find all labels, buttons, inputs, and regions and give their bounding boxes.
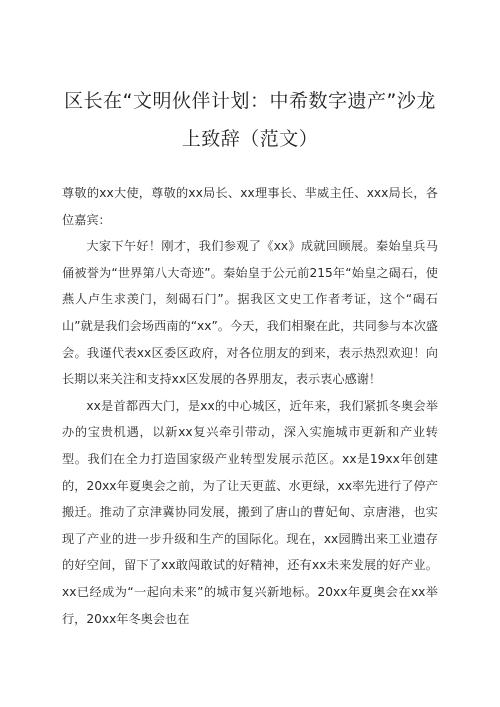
document-body <box>62 180 438 632</box>
document-title-line-1: 区长在“文明伙伴计划：中希数字遗产”沙龙 <box>64 90 436 112</box>
document-title-line-2: 上致辞（范文） <box>181 128 319 150</box>
salutation-paragraph: 尊敬的xx大使，尊敬的xx局长、xx理事长、芈威主任、xxx局长，各位嘉宾： <box>62 186 438 227</box>
body-paragraph-2: xx是首都西大门，是xx的中心城区，近年来，我们紧抓冬奥会举办的宝贵机遇，以新xx复兴牵引带动，深入实施城市更新和产业转型。我们在全力打造国家级产业转型发展示范区。xx是19xx年创建的，20xx年夏奥会之前，为了让天更蓝、水更绿，xx率先进行了停产搬迁。推动了京津冀协同发展，搬到了唐山的曹妃甸、京唐港，也实现了产业的进一步升级和生产的国际化。现在，xx园腾出来工业遗存的好空间，留下了xx敢闯敢试的好精神，还有xx未来发展的好产业。xx已经成为“一起向未来”的城市复兴新地标。20xx年夏奥会在xx举行，20xx年冬奥会也在 <box>62 398 438 626</box>
body-paragraph-1: 大家下午好！刚才，我们参观了《xx》成就回顾展。秦始皇兵马俑被誉为“世界第八大奇迹”。秦始皇于公元前215年“始皇之碣石，使燕人卢生求羡门，刻碣石门”。据我区文史工作者考证，这个“碣石山”就是我们会场西南的“xx”。今天，我们相聚在此，共同参与本次盛会。我谨代表xx区委区政府，对各位朋友的到来，表示热烈欢迎！向长期以来关注和支持xx区发展的各界朋友，表示衷心感谢！ <box>62 239 438 387</box>
